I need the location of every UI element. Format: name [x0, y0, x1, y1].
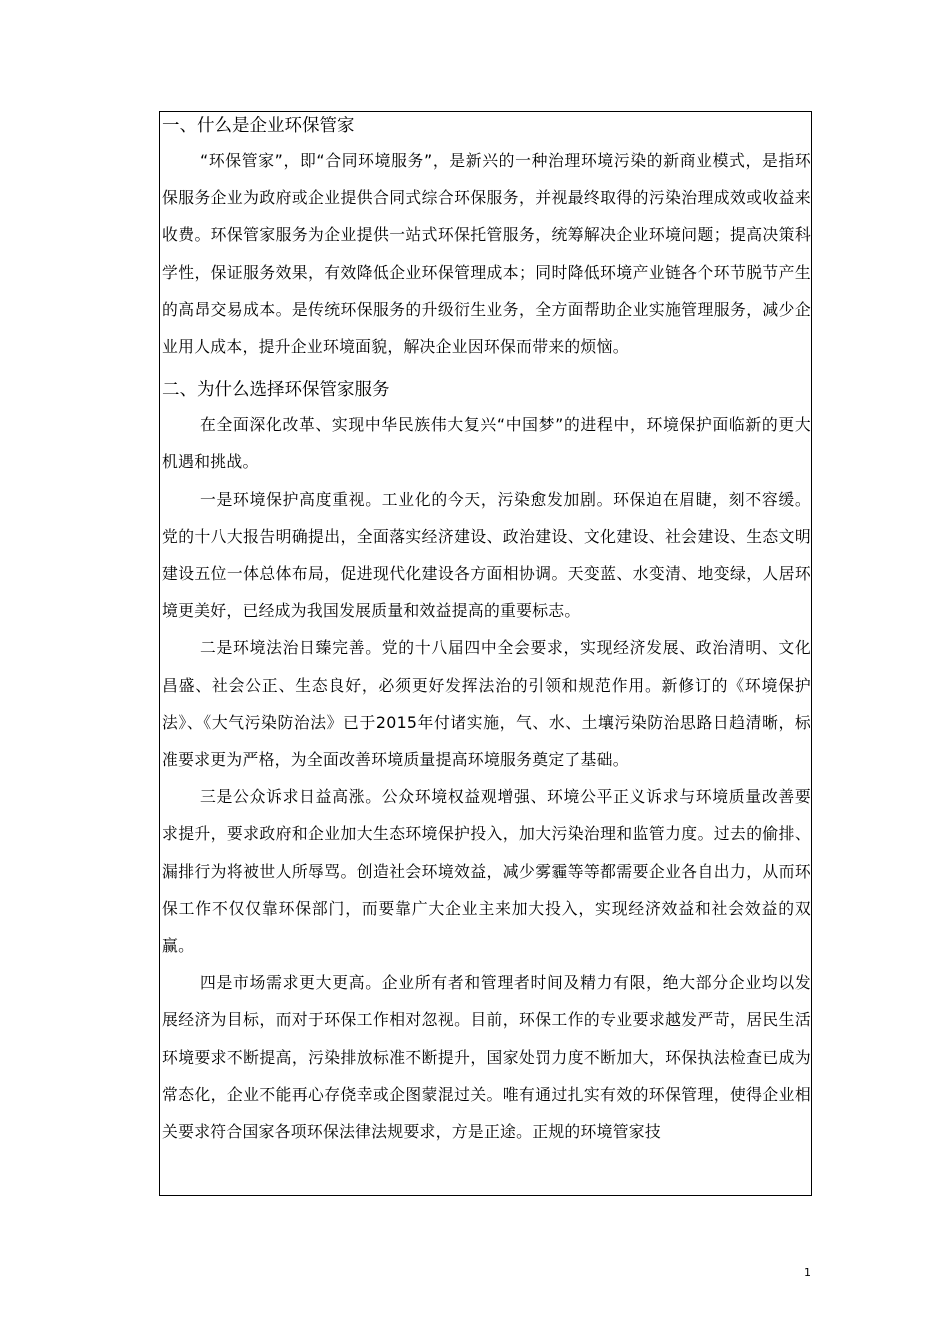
section-1-paragraph-1: “环保管家”，即“合同环境服务”，是新兴的一种治理环境污染的新商业模式，是指环保服务企业为政府或企业提供合同式综合环保服务，并视最终取得的污染治理成效或收益来收费。环保管家服务为企业提供一站式环保托管服务，统筹解决企业环境问题；提高决策科学性，保证服务效果，有效降低企业环保管理成本；同时降低环境产业链各个环节脱节产生的高昂交易成本。是传统环保服务的升级衍生业务，全方面帮助企业实施管理服务，减少企业用人成本，提升企业环境面貌，解决企业因环保而带来的烦恼。: [162, 151, 811, 357]
document-content: [160, 112, 811, 1150]
section-2-paragraph-1: 在全面深化改革、实现中华民族伟大复兴“中国梦”的进程中，环境保护面临新的更大机遇和挑战。: [162, 415, 811, 472]
section-2-paragraph-4: 三是公众诉求日益高涨。公众环境权益观增强、环境公平正义诉求与环境质量改善要求提升，要求政府和企业加大生态环境保护投入，加大污染治理和监管力度。过去的偷排、漏排行为将被世人所辱骂。创造社会环境效益，减少雾霾等等都需要企业各自出力，从而环保工作不仅仅靠环保部门，而要靠广大企业主来加大投入，实现经济效益和社会效益的双赢。: [162, 787, 811, 956]
section-2-paragraph-3: 二是环境法治日臻完善。党的十八届四中全会要求，实现经济发展、政治清明、文化昌盛、社会公正、生态良好，必须更好发挥法治的引领和规范作用。新修订的《环境保护法》、《大气污染防治法》已于2015年付诸实施，气、水、土壤污染防治思路日趋清晰，标准要求更为严格，为全面改善环境质量提高环境服务奠定了基础。: [162, 638, 811, 770]
section-2-paragraph-2: 一是环境保护高度重视。工业化的今天，污染愈发加剧。环保迫在眉睫，刻不容缓。党的十八大报告明确提出，全面落实经济建设、政治建设、文化建设、社会建设、生态文明建设五位一体总体布局，促进现代化建设各方面相协调。天变蓝、水变清、地变绿，人居环境更美好，已经成为我国发展质量和效益提高的重要标志。: [162, 489, 811, 621]
section-2-paragraph-5: 四是市场需求更大更高。企业所有者和管理者时间及精力有限，绝大部分企业均以发展经济为目标，而对于环保工作相对忽视。目前，环保工作的专业要求越发严苛，居民生活环境要求不断提高，污染排放标准不断提升，国家处罚力度不断加大，环保执法检查已成为常态化，企业不能再心存侥幸或企图蒙混过关。唯有通过扎实有效的环保管理，使得企业相关要求符合国家各项环保法律法规要求，方是正途。正规的环境管家技: [162, 973, 811, 1142]
page-number: 1: [804, 1266, 811, 1279]
section-1-heading: 一、什么是企业环保管家: [162, 116, 355, 136]
section-2-heading: 二、为什么选择环保管家服务: [162, 380, 390, 401]
document-frame: [159, 111, 812, 1196]
